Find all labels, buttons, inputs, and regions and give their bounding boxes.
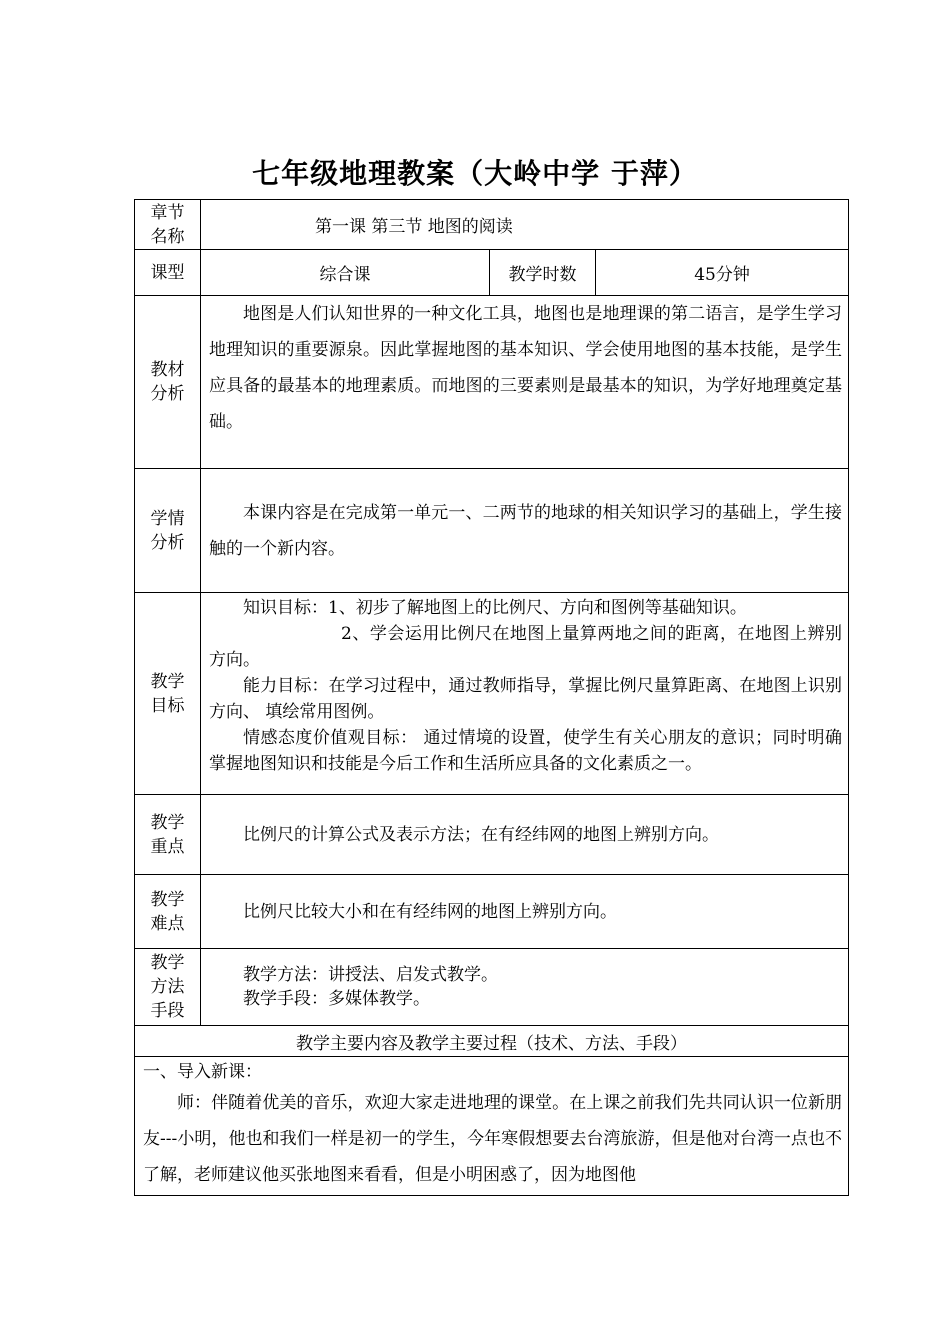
difficult-points-text: 比例尺比较大小和在有经纬网的地图上辨别方向。	[243, 901, 617, 922]
teaching-means: 教学手段：多媒体教学。	[243, 989, 430, 1009]
knowledge-goal-2: 2、学会运用比例尺在地图上量算两地之间的距离，在地图上辨别方向。	[209, 624, 843, 670]
row-teaching-goals	[135, 593, 849, 795]
process-section-title: 一、导入新课：	[143, 1062, 262, 1082]
teaching-goals-label: 教学目标	[135, 593, 201, 795]
student-analysis-text: 本课内容是在完成第一单元一、二两节的地球的相关知识学习的基础上，学生接触的一个新内容。	[209, 502, 843, 559]
student-analysis-label: 学情分析	[135, 469, 201, 593]
course-type-label: 课型	[135, 250, 201, 296]
teaching-method: 教学方法：讲授法、启发式教学。	[243, 965, 498, 985]
page-title: 七年级地理教案（大岭中学 于萍）	[252, 157, 698, 190]
difficult-points-label: 教学难点	[135, 875, 201, 949]
material-analysis-text: 地图是人们认知世界的一种文化工具，地图也是地理课的第二语言，是学生学习地理知识的重要源泉。因此掌握地图的基本知识、学会使用地图的基本技能，是学生应具备的最基本的地理素质。而地图的三要素则是最基本的知识，为学好地理奠定基础。	[209, 304, 843, 432]
teaching-goals-content	[201, 593, 848, 779]
lesson-plan-table	[134, 199, 849, 1196]
key-points-label: 教学重点	[135, 795, 201, 875]
row-chapter	[135, 200, 849, 250]
row-student-analysis	[135, 469, 849, 593]
ability-goal: 能力目标：在学习过程中，通过教师指导，掌握比例尺量算距离、在地图上识别方向、 填绘常用图例。	[209, 676, 843, 722]
chapter-label: 章节名称	[135, 200, 201, 250]
emotion-goal: 情感态度价值观目标： 通过情境的设置，使学生有关心朋友的意识；同时明确掌握地图知识和技能是今后工作和生活所应具备的文化素质之一。	[209, 728, 843, 774]
hours-label: 教学时数	[490, 250, 596, 296]
row-key-points	[135, 795, 849, 875]
knowledge-goal-1: 知识目标：1、初步了解地图上的比例尺、方向和图例等基础知识。	[243, 598, 747, 618]
process-paragraph: 师：伴随着优美的音乐，欢迎大家走进地理的课堂。在上课之前我们先共同认识一位新朋友---小明，他也和我们一样是初一的学生，今年寒假想要去台湾旅游，但是他对台湾一点也不了解，老师建议他买张地图来看看，但是小明困惑了，因为地图他	[143, 1093, 843, 1185]
row-methods	[135, 949, 849, 1026]
material-analysis-label: 教材分析	[135, 296, 201, 469]
row-process	[135, 1057, 849, 1196]
key-points-text: 比例尺的计算公式及表示方法；在有经纬网的地图上辨别方向。	[243, 824, 719, 845]
row-course-type	[135, 250, 849, 296]
course-type-value: 综合课	[201, 250, 490, 296]
chapter-value: 第一课 第三节 地图的阅读	[201, 200, 849, 250]
process-content	[135, 1057, 848, 1195]
row-process-header	[135, 1026, 849, 1057]
methods-label: 教学方法手段	[135, 949, 201, 1026]
row-material-analysis	[135, 296, 849, 469]
row-difficult-points	[135, 875, 849, 949]
methods-content	[201, 963, 848, 1011]
hours-value: 45分钟	[596, 250, 849, 296]
process-header: 教学主要内容及教学主要过程（技术、方法、手段）	[135, 1026, 849, 1057]
